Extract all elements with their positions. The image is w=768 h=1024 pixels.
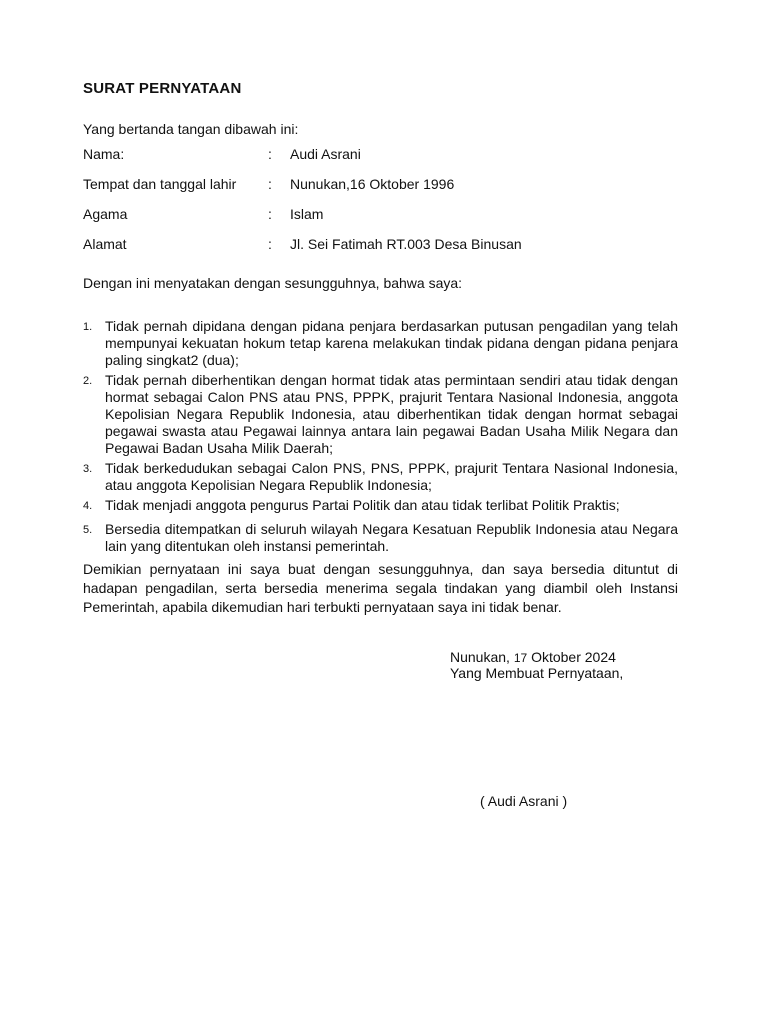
list-item-number: 5. bbox=[83, 524, 93, 536]
intro-text: Yang bertanda tangan dibawah ini: bbox=[83, 121, 299, 137]
statement-text: Dengan ini menyatakan dengan sesungguhnya, bahwa saya: bbox=[83, 275, 463, 291]
list-item-text: Tidak pernah diberhentikan dengan hormat tidak atas permintaan sendiri atau tidak dengan hormat sebagai Calon PNS atau PNS, PPPK, prajurit Tentara Nasional Indonesia, anggota Kepolisian Negara Republik Indonesia, atau diberhentikan tidak dengan hormat sebagai pegawai swasta atau Pegawai lainnya antara lain pegawai Badan Usaha Milik Negara dan Pegawai Badan Usaha Milik Daerah; bbox=[105, 372, 678, 456]
field-label: Agama bbox=[83, 206, 128, 222]
list-item bbox=[83, 318, 678, 369]
list-item-number: 2. bbox=[83, 375, 93, 387]
field-value: Jl. Sei Fatimah RT.003 Desa Binusan bbox=[290, 236, 522, 252]
field-row-ttl bbox=[83, 176, 683, 206]
list-item bbox=[83, 460, 678, 494]
field-row-alamat bbox=[83, 236, 683, 266]
field-label: Alamat bbox=[83, 236, 127, 252]
field-value: Nunukan,16 Oktober 1996 bbox=[290, 176, 455, 192]
list-item-text: Bersedia ditempatkan di seluruh wilayah Negara Kesatuan Republik Indonesia atau Negara lain yang ditentukan oleh instansi pemerintah. bbox=[105, 521, 678, 554]
field-colon: : bbox=[268, 206, 272, 222]
list-item bbox=[83, 521, 678, 555]
field-colon: : bbox=[268, 146, 272, 162]
closing-paragraph: Demikian pernyataan ini saya buat dengan sesungguhnya, dan saya bersedia dituntut di hadapan pengadilan, serta bersedia menerima segala tindakan yang diambil oleh Instansi Pemerintah, apabila dikemudian hari terbukti pernyataan saya ini tidak benar. bbox=[83, 561, 678, 615]
signature-day: 17 bbox=[513, 651, 528, 665]
identity-fields bbox=[83, 146, 683, 266]
document-title: SURAT PERNYATAAN bbox=[83, 80, 242, 97]
field-row-nama bbox=[83, 146, 683, 176]
statement-points bbox=[83, 318, 678, 558]
field-value: Islam bbox=[290, 206, 324, 222]
field-colon: : bbox=[268, 236, 272, 252]
signature-place-date bbox=[450, 649, 616, 666]
list-item-text: Tidak menjadi anggota pengurus Partai Politik dan atau tidak terlibat Politik Praktis; bbox=[105, 497, 620, 513]
field-row-agama bbox=[83, 206, 683, 236]
list-item-number: 4. bbox=[83, 500, 93, 512]
signature-month-year: Oktober 2024 bbox=[531, 649, 616, 665]
field-colon: : bbox=[268, 176, 272, 192]
list-item-text: Tidak berkedudukan sebagai Calon PNS, PNS, PPPK, prajurit Tentara Nasional Indonesia, atau anggota Kepolisian Negara Republik Indonesia; bbox=[105, 460, 678, 493]
list-item bbox=[83, 372, 678, 457]
signature-place: Nunukan, bbox=[450, 649, 510, 665]
field-label: Tempat dan tanggal lahir bbox=[83, 176, 237, 192]
field-label: Nama: bbox=[83, 146, 125, 162]
signature-caption: Yang Membuat Pernyataan, bbox=[450, 665, 624, 681]
list-item-number: 1. bbox=[83, 321, 93, 333]
list-item bbox=[83, 497, 678, 514]
list-item-text: Tidak pernah dipidana dengan pidana penjara berdasarkan putusan pengadilan yang telah mempunyai kekuatan hokum tetap karena melakukan tindak pidana dengan pidana penjara paling singkat2 (dua); bbox=[105, 318, 678, 368]
field-value: Audi Asrani bbox=[290, 146, 361, 162]
signature-name: ( Audi Asrani ) bbox=[480, 793, 568, 809]
list-item-number: 3. bbox=[83, 463, 93, 475]
